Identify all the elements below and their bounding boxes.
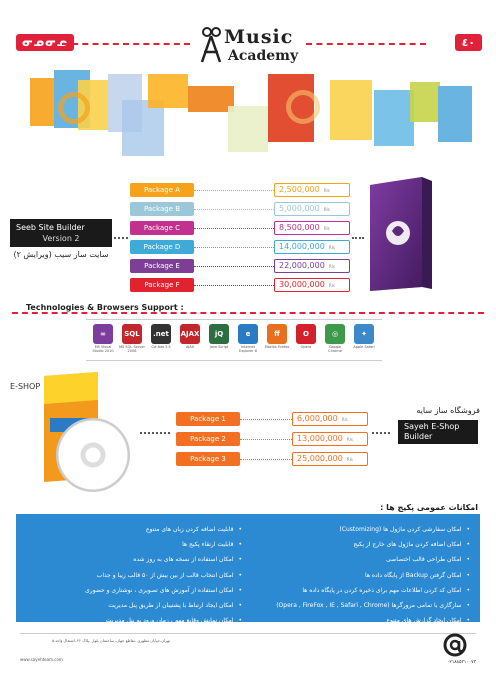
banner-disc xyxy=(286,90,320,124)
seeb-package-connector xyxy=(194,285,274,286)
header xyxy=(0,0,496,80)
opera-icon: O xyxy=(296,324,316,344)
chrome-icon: ◎ xyxy=(325,324,345,344)
tech-item-label: Apple Safari xyxy=(353,345,375,349)
jquery-icon: jQ xyxy=(209,324,229,344)
seeb-package-label: Package E xyxy=(130,259,194,273)
eshop-package-price-value: 25,000,000 xyxy=(297,454,343,463)
eshop-package-connector xyxy=(240,419,292,420)
feature-item: • امکان سفارشی کردن ماژول ها (Customizing) xyxy=(250,522,470,537)
eshop-package-price xyxy=(292,432,368,446)
feature-item: • امکان نمایش وقایع مهم ، زمان ورود به پنل مدیریت xyxy=(22,613,242,628)
seeb-package-price xyxy=(274,202,350,216)
eshop-product-name: Sayeh E-Shop xyxy=(404,422,460,431)
eshop-package-price xyxy=(292,452,368,466)
tech-item-label: MS SQL Server 2008 xyxy=(119,345,145,353)
tech-item xyxy=(119,324,145,353)
footer-address: تهران،خیابان مطهری ،تقاطع جهان، ساختمان بلوار ،پلاک ۲۲ ،اشتغال واحد ۵ xyxy=(51,638,170,643)
eshop-connector-left xyxy=(140,432,170,434)
eshop-connector-right xyxy=(372,432,390,434)
seeb-package-connector xyxy=(194,190,274,191)
seeb-product-box xyxy=(368,175,434,295)
header-dash-left xyxy=(62,43,190,45)
feature-item: • امکان گرفتن Backup از پایگاه داده ها xyxy=(250,568,470,583)
footer-website[interactable]: www.sayehteam.com xyxy=(20,657,63,662)
seeb-package-label: Package F xyxy=(130,278,194,292)
tech-item-label: Mozilla Firefox xyxy=(264,345,290,349)
eshop-product-label xyxy=(398,420,478,444)
footer-phone: ۰۲۱۸۸۵۳۱۰۰۷۳ xyxy=(446,660,476,665)
seeb-package-price-unit: Rls xyxy=(323,188,330,193)
banner-stripe xyxy=(122,100,164,156)
seeb-package-price-value: 22,000,000 xyxy=(279,261,325,270)
seeb-package-price xyxy=(274,183,350,197)
tech-title: Technologies & Browsers Support : xyxy=(26,303,184,312)
feature-item: • امکان استفاده از نسخه های به روز شده xyxy=(22,552,242,567)
seeb-package-price-value: 14,000,000 xyxy=(279,242,325,251)
feature-item: • امکان استفاده از آموزش های تصویری ، نوشتاری و حضوری xyxy=(22,583,242,598)
tech-item xyxy=(322,324,348,353)
features-left-column xyxy=(22,522,242,628)
tech-item xyxy=(264,324,290,349)
banner-stripe xyxy=(438,86,472,142)
banner-stripe xyxy=(330,80,372,140)
feature-item: • قابلیت اضافه کردن زبان های متنوع xyxy=(22,522,242,537)
banner-stripe xyxy=(148,74,188,108)
feature-item: • امکان ایجاد ارتباط با پشتیبان از طریق پنل مدیریت xyxy=(22,598,242,613)
tech-divider xyxy=(12,312,484,314)
eshop-package-connector xyxy=(240,459,292,460)
seeb-package-label: Package B xyxy=(130,202,194,216)
ie-icon: e xyxy=(238,324,258,344)
seeb-product-name: Seeb Site Builder xyxy=(16,223,85,232)
eshop-package-label: Package 3 xyxy=(176,452,240,466)
tech-item-label: Java Script xyxy=(209,345,229,349)
tech-item xyxy=(235,324,261,353)
feature-item: • امکان طراحی قالب اختصاصی xyxy=(250,552,470,567)
banner-stripe xyxy=(410,82,440,122)
banner-stripe xyxy=(30,78,54,126)
seeb-product-version: Version 2 xyxy=(42,234,80,243)
tech-item xyxy=(177,324,203,349)
header-dash-right xyxy=(306,43,426,45)
features-right-column xyxy=(250,522,470,628)
seeb-package-connector xyxy=(194,228,274,229)
feature-item: • امکان کد کردن اطلاعات مهم برای ذخیره کردن در پایگاه داده ها xyxy=(250,583,470,598)
tech-item xyxy=(90,324,116,353)
tech-item xyxy=(148,324,174,349)
tech-item xyxy=(293,324,319,349)
header-left-badge: ᓂᓄᓂᓄ xyxy=(16,34,74,51)
seeb-package-price-value: 2,500,000 xyxy=(279,185,320,194)
header-right-badge: ٤٠ xyxy=(455,34,482,51)
seeb-package-price-unit: Rls xyxy=(328,283,335,288)
tech-item-label: AJAX xyxy=(185,345,195,349)
seeb-package-connector xyxy=(194,247,274,248)
feature-item: • امکان اضافه کردن ماژول های خارج از پکیج xyxy=(250,537,470,552)
feature-item: • امکان ایجاد گزارش های متنوع xyxy=(250,613,470,628)
eshop-package-price-value: 6,000,000 xyxy=(297,414,338,423)
feature-item: • سازگاری با تمامی مرورگرها (Opera , FireFox , IE , Safari , Chrome) xyxy=(250,598,470,613)
eshop-disc xyxy=(56,418,130,492)
seeb-product-label xyxy=(10,219,112,247)
seeb-package-label: Package A xyxy=(130,183,194,197)
seeb-package-connector xyxy=(194,209,274,210)
banner-stripe xyxy=(374,90,414,146)
eshop-product-name-2: Builder xyxy=(404,432,433,441)
features-panel xyxy=(16,514,480,625)
feature-item: • امکان انتخاب قالب از بین بیش از ۵۰ قالب زیبا و جذاب xyxy=(22,568,242,583)
banner-stripes xyxy=(0,70,496,160)
eshop-package-connector xyxy=(240,439,292,440)
seeb-package-price-value: 5,000,000 xyxy=(279,204,320,213)
tech-item-label: Opera xyxy=(300,345,312,349)
seeb-package-label: Package C xyxy=(130,221,194,235)
eshop-packages-section xyxy=(0,370,496,500)
seeb-package-price-value: 30,000,000 xyxy=(279,280,325,289)
eshop-package-label: Package 1 xyxy=(176,412,240,426)
features-title: امکانات عمومی پکیج ها : xyxy=(380,503,478,512)
tech-item-label: Internet Explorer 8 xyxy=(239,345,257,353)
banner-disc xyxy=(58,92,90,124)
eshop-package-price-value: 13,000,000 xyxy=(297,434,343,443)
seeb-package-price xyxy=(274,240,350,254)
seeb-package-price-value: 8,500,000 xyxy=(279,223,320,232)
footer-divider xyxy=(20,633,476,634)
seeb-product-persian: سایت ساز سیب (ویرایش ۲) xyxy=(13,250,109,259)
seeb-package-label: Package D xyxy=(130,240,194,254)
seeb-package-price xyxy=(274,259,350,273)
seeb-package-price xyxy=(274,221,350,235)
dotnet-icon: .net xyxy=(151,324,171,344)
seeb-package-price-unit: Rls xyxy=(323,226,330,231)
seeb-package-price-unit: Rls xyxy=(323,207,330,212)
eshop-package-price xyxy=(292,412,368,426)
feature-item: • قابلیت ارتقاء پکیج ها xyxy=(22,537,242,552)
sql-server-icon: SQL xyxy=(122,324,142,344)
logo-line-2: Academy xyxy=(228,48,299,64)
seeb-packages-section xyxy=(0,175,496,295)
tech-item xyxy=(206,324,232,349)
ajax-icon: AJAX xyxy=(180,324,200,344)
safari-icon: ✦ xyxy=(354,324,374,344)
seeb-connector xyxy=(114,237,128,239)
eshop-package-label: Package 2 xyxy=(176,432,240,446)
eshop-product-persian: فروشگاه ساز سایه xyxy=(416,406,480,415)
seeb-package-connector xyxy=(194,266,274,267)
visual-studio-icon: ∞ xyxy=(93,324,113,344)
music-academy-logo-icon xyxy=(198,24,224,64)
eshop-box-label: E-SHOP xyxy=(10,382,41,391)
tech-item xyxy=(351,324,377,349)
banner-stripe xyxy=(228,106,268,152)
music-academy-logo xyxy=(198,22,298,70)
seeb-package-price-unit: Rls xyxy=(328,264,335,269)
tech-row xyxy=(86,319,382,361)
tech-item-label: C#.Net 3.5 xyxy=(151,345,171,349)
seeb-package-price-unit: Rls xyxy=(328,245,335,250)
tech-item-label: MS Visual Studio 2010 xyxy=(92,345,114,353)
seeb-package-price xyxy=(274,278,350,292)
eshop-package-price-unit: Rls xyxy=(341,417,348,422)
eshop-package-price-unit: Rls xyxy=(346,437,353,442)
eshop-package-price-unit: Rls xyxy=(346,457,353,462)
logo-line-1: Music xyxy=(224,26,294,48)
sayeh-team-logo-icon xyxy=(442,632,468,658)
tech-item-label: Google Chrome xyxy=(328,345,342,353)
box-connector xyxy=(352,237,364,239)
firefox-icon: ff xyxy=(267,324,287,344)
